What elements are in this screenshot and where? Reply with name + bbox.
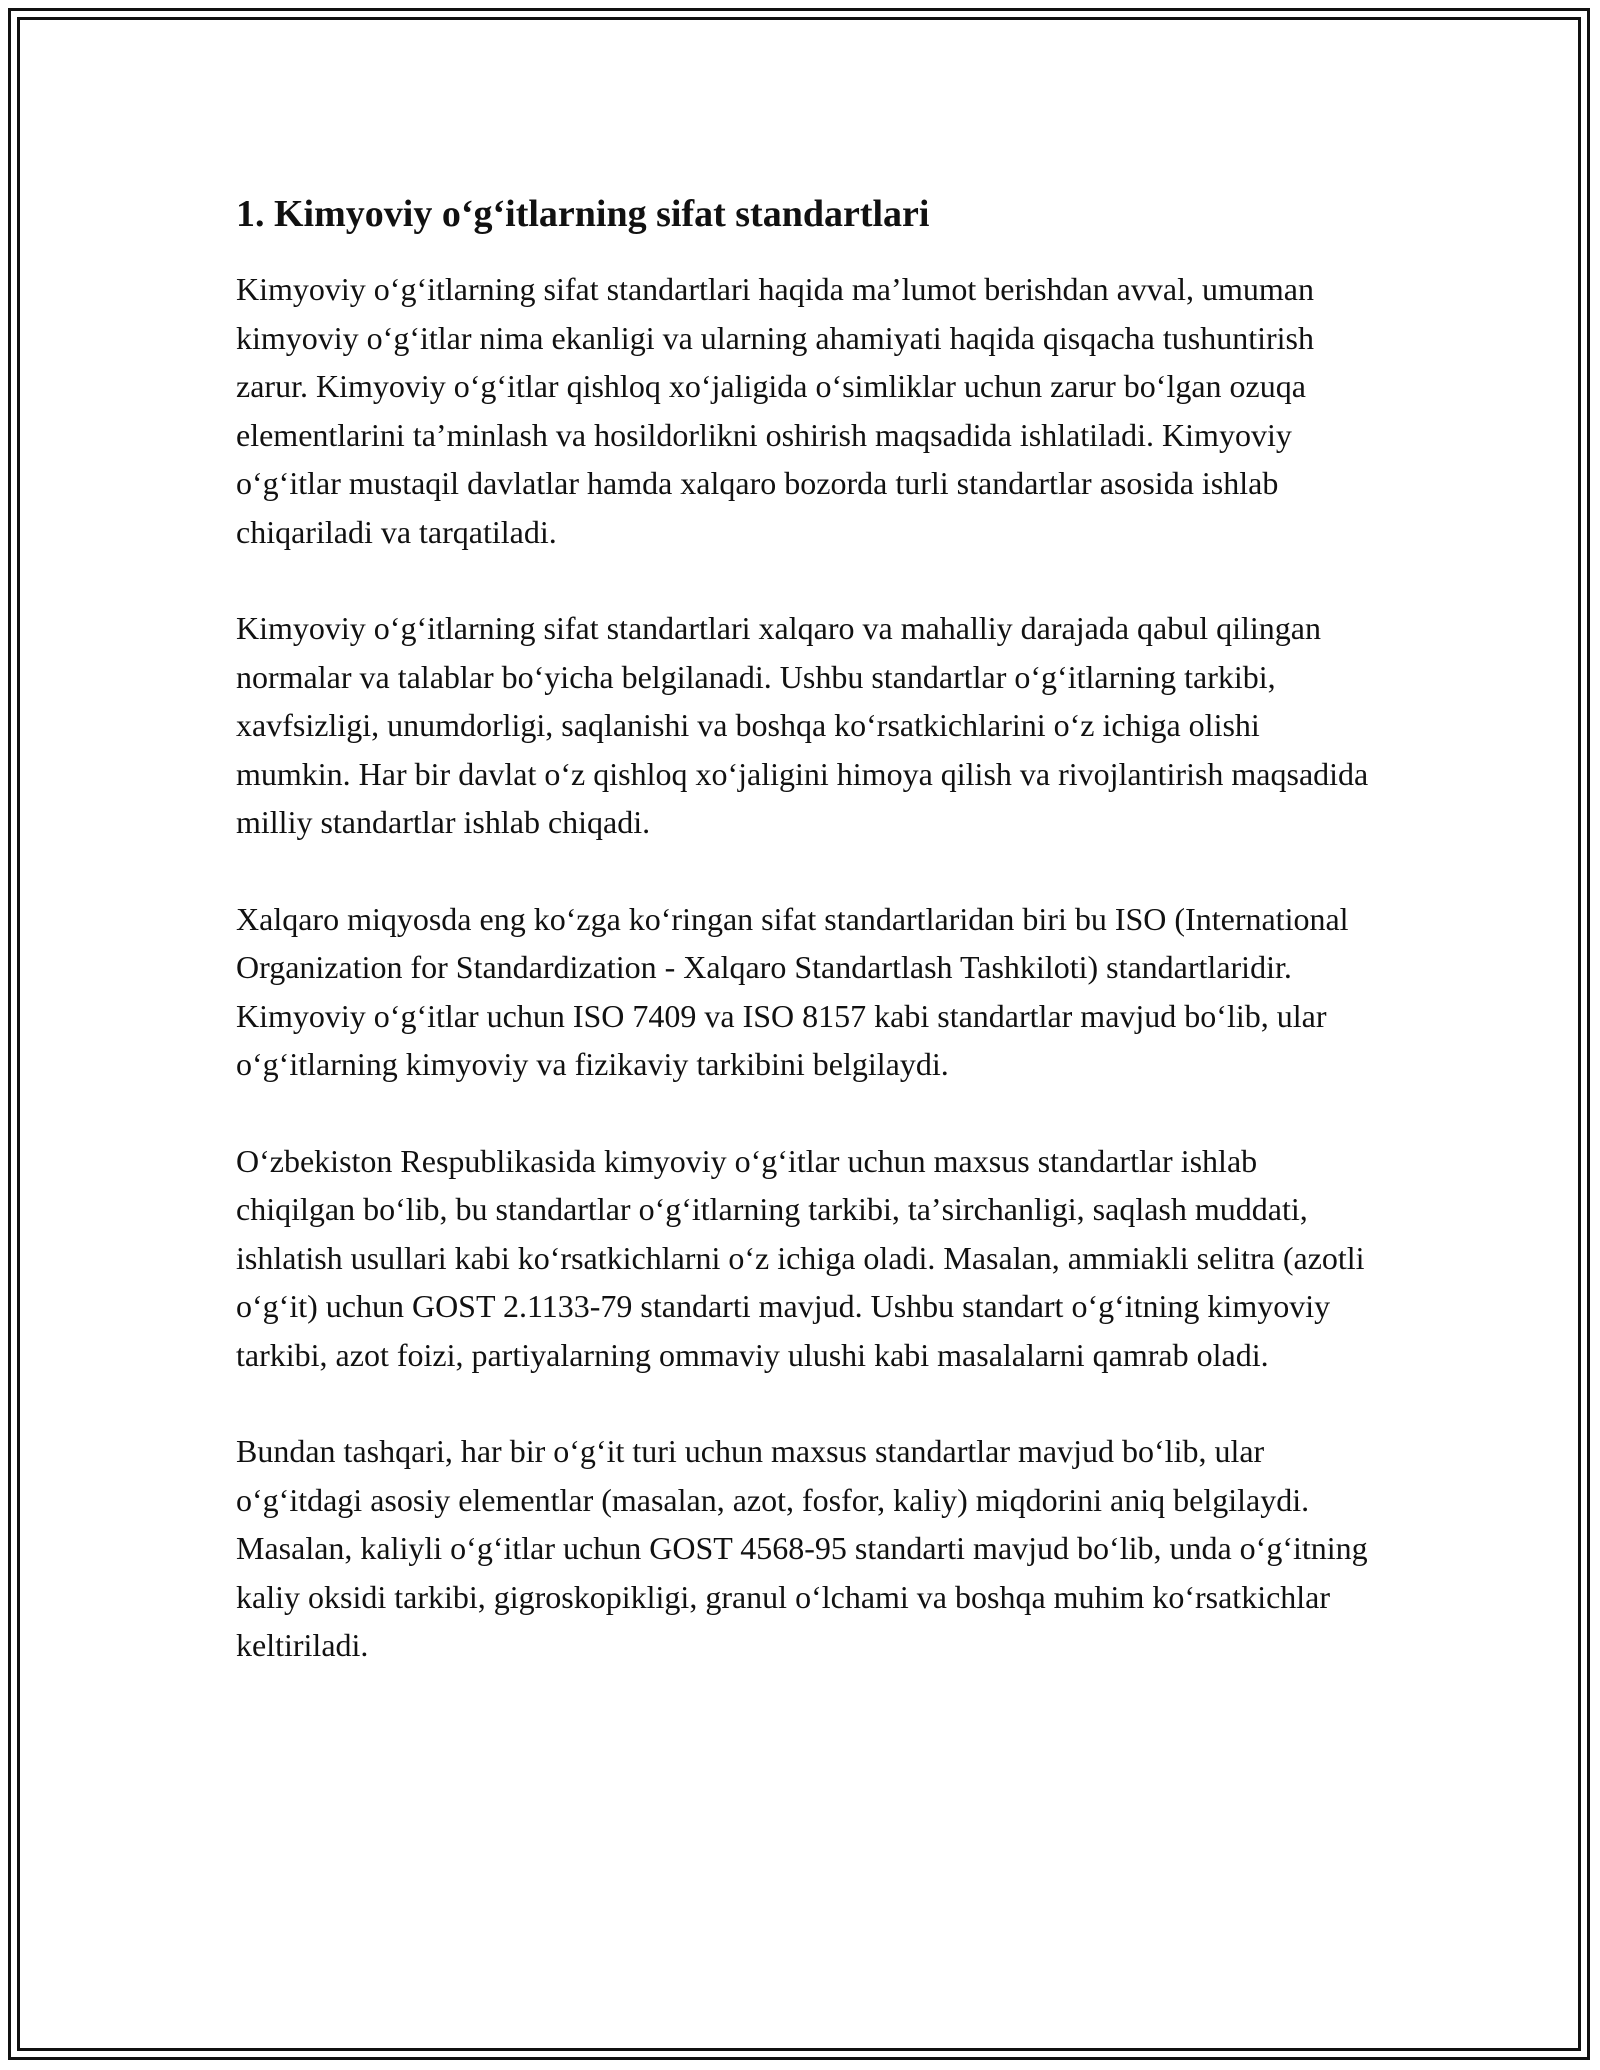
paragraph-uzbekistan-standards: Oʻzbekiston Respublikasida kimyoviy oʻgʻitlar uchun maxsus standartlar ishlab chiqilgan boʻlib, bu standartlar oʻgʻitlarning tarkibi, taʼsirchanligi, saqlash muddati, ishlatish usullari kabi koʻrsatkichlarni oʻz ichiga oladi. Masalan, ammiakli selitra (azotli oʻgʻit) uchun GOST 2.1133-79 standarti mavjud. Ushbu standart oʻgʻitning kimyoviy tarkibi, azot foizi, partiyalarning ommaviy ulushi kabi masalalarni qamrab oladi. bbox=[236, 1142, 1365, 1373]
paragraph-iso-standards: Xalqaro miqyosda eng koʻzga koʻringan sifat standartlaridan biri bu ISO (International Organization for Standardization - Xalqaro Standartlash Tashkiloti) standartlaridir. Kimyoviy oʻgʻitlar uchun ISO 7409 va ISO 8157 kabi standartlar mavjud boʻlib, ular oʻgʻitlarning kimyoviy va fizikaviy tarkibini belgilaydi. bbox=[236, 900, 1349, 1082]
document-body bbox=[236, 185, 1376, 1718]
section-heading: 1. Kimyoviy oʻgʻitlarning sifat standartlari bbox=[236, 193, 930, 235]
paragraph-standards-definition: Kimyoviy oʻgʻitlarning sifat standartlari xalqaro va mahalliy darajada qabul qilingan normalar va talablar boʻyicha belgilanadi. Ushbu standartlar oʻgʻitlarning tarkibi, xavfsizligi, unumdorligi, saqlanishi va boshqa koʻrsatkichlarini oʻz ichiga olishi mumkin. Har bir davlat oʻz qishloq xoʻjaligini himoya qilish va rivojlantirish maqsadida milliy standartlar ishlab chiqadi. bbox=[236, 610, 1369, 840]
paragraph-fertilizer-type-standards: Bundan tashqari, har bir oʻgʻit turi uchun maxsus standartlar mavjud boʻlib, ular oʻgʻitdagi asosiy elementlar (masalan, azot, fosfor, kaliy) miqdorini aniq belgilaydi. Masalan, kaliyli oʻgʻitlar uchun GOST 4568-95 standarti mavjud boʻlib, unda oʻgʻitning kaliy oksidi tarkibi, gigroskopikligi, granul oʻlchami va boshqa muhim koʻrsatkichlar keltiriladi. bbox=[236, 1433, 1368, 1663]
paragraph-intro: Kimyoviy oʻgʻitlarning sifat standartlari haqida maʼlumot berishdan avval, umuman kimyoviy oʻgʻitlar nima ekanligi va ularning ahamiyati haqida qisqacha tushuntirish zarur. Kimyoviy oʻgʻitlar qishloq xoʻjaligida oʻsimliklar uchun zarur boʻlgan ozuqa elementlarini taʼminlash va hosildorlikni oshirish maqsadida ishlatiladi. Kimyoviy oʻgʻitlar mustaqil davlatlar hamda xalqaro bozorda turli standartlar asosida ishlab chiqariladi va tarqatiladi. bbox=[236, 271, 1314, 550]
